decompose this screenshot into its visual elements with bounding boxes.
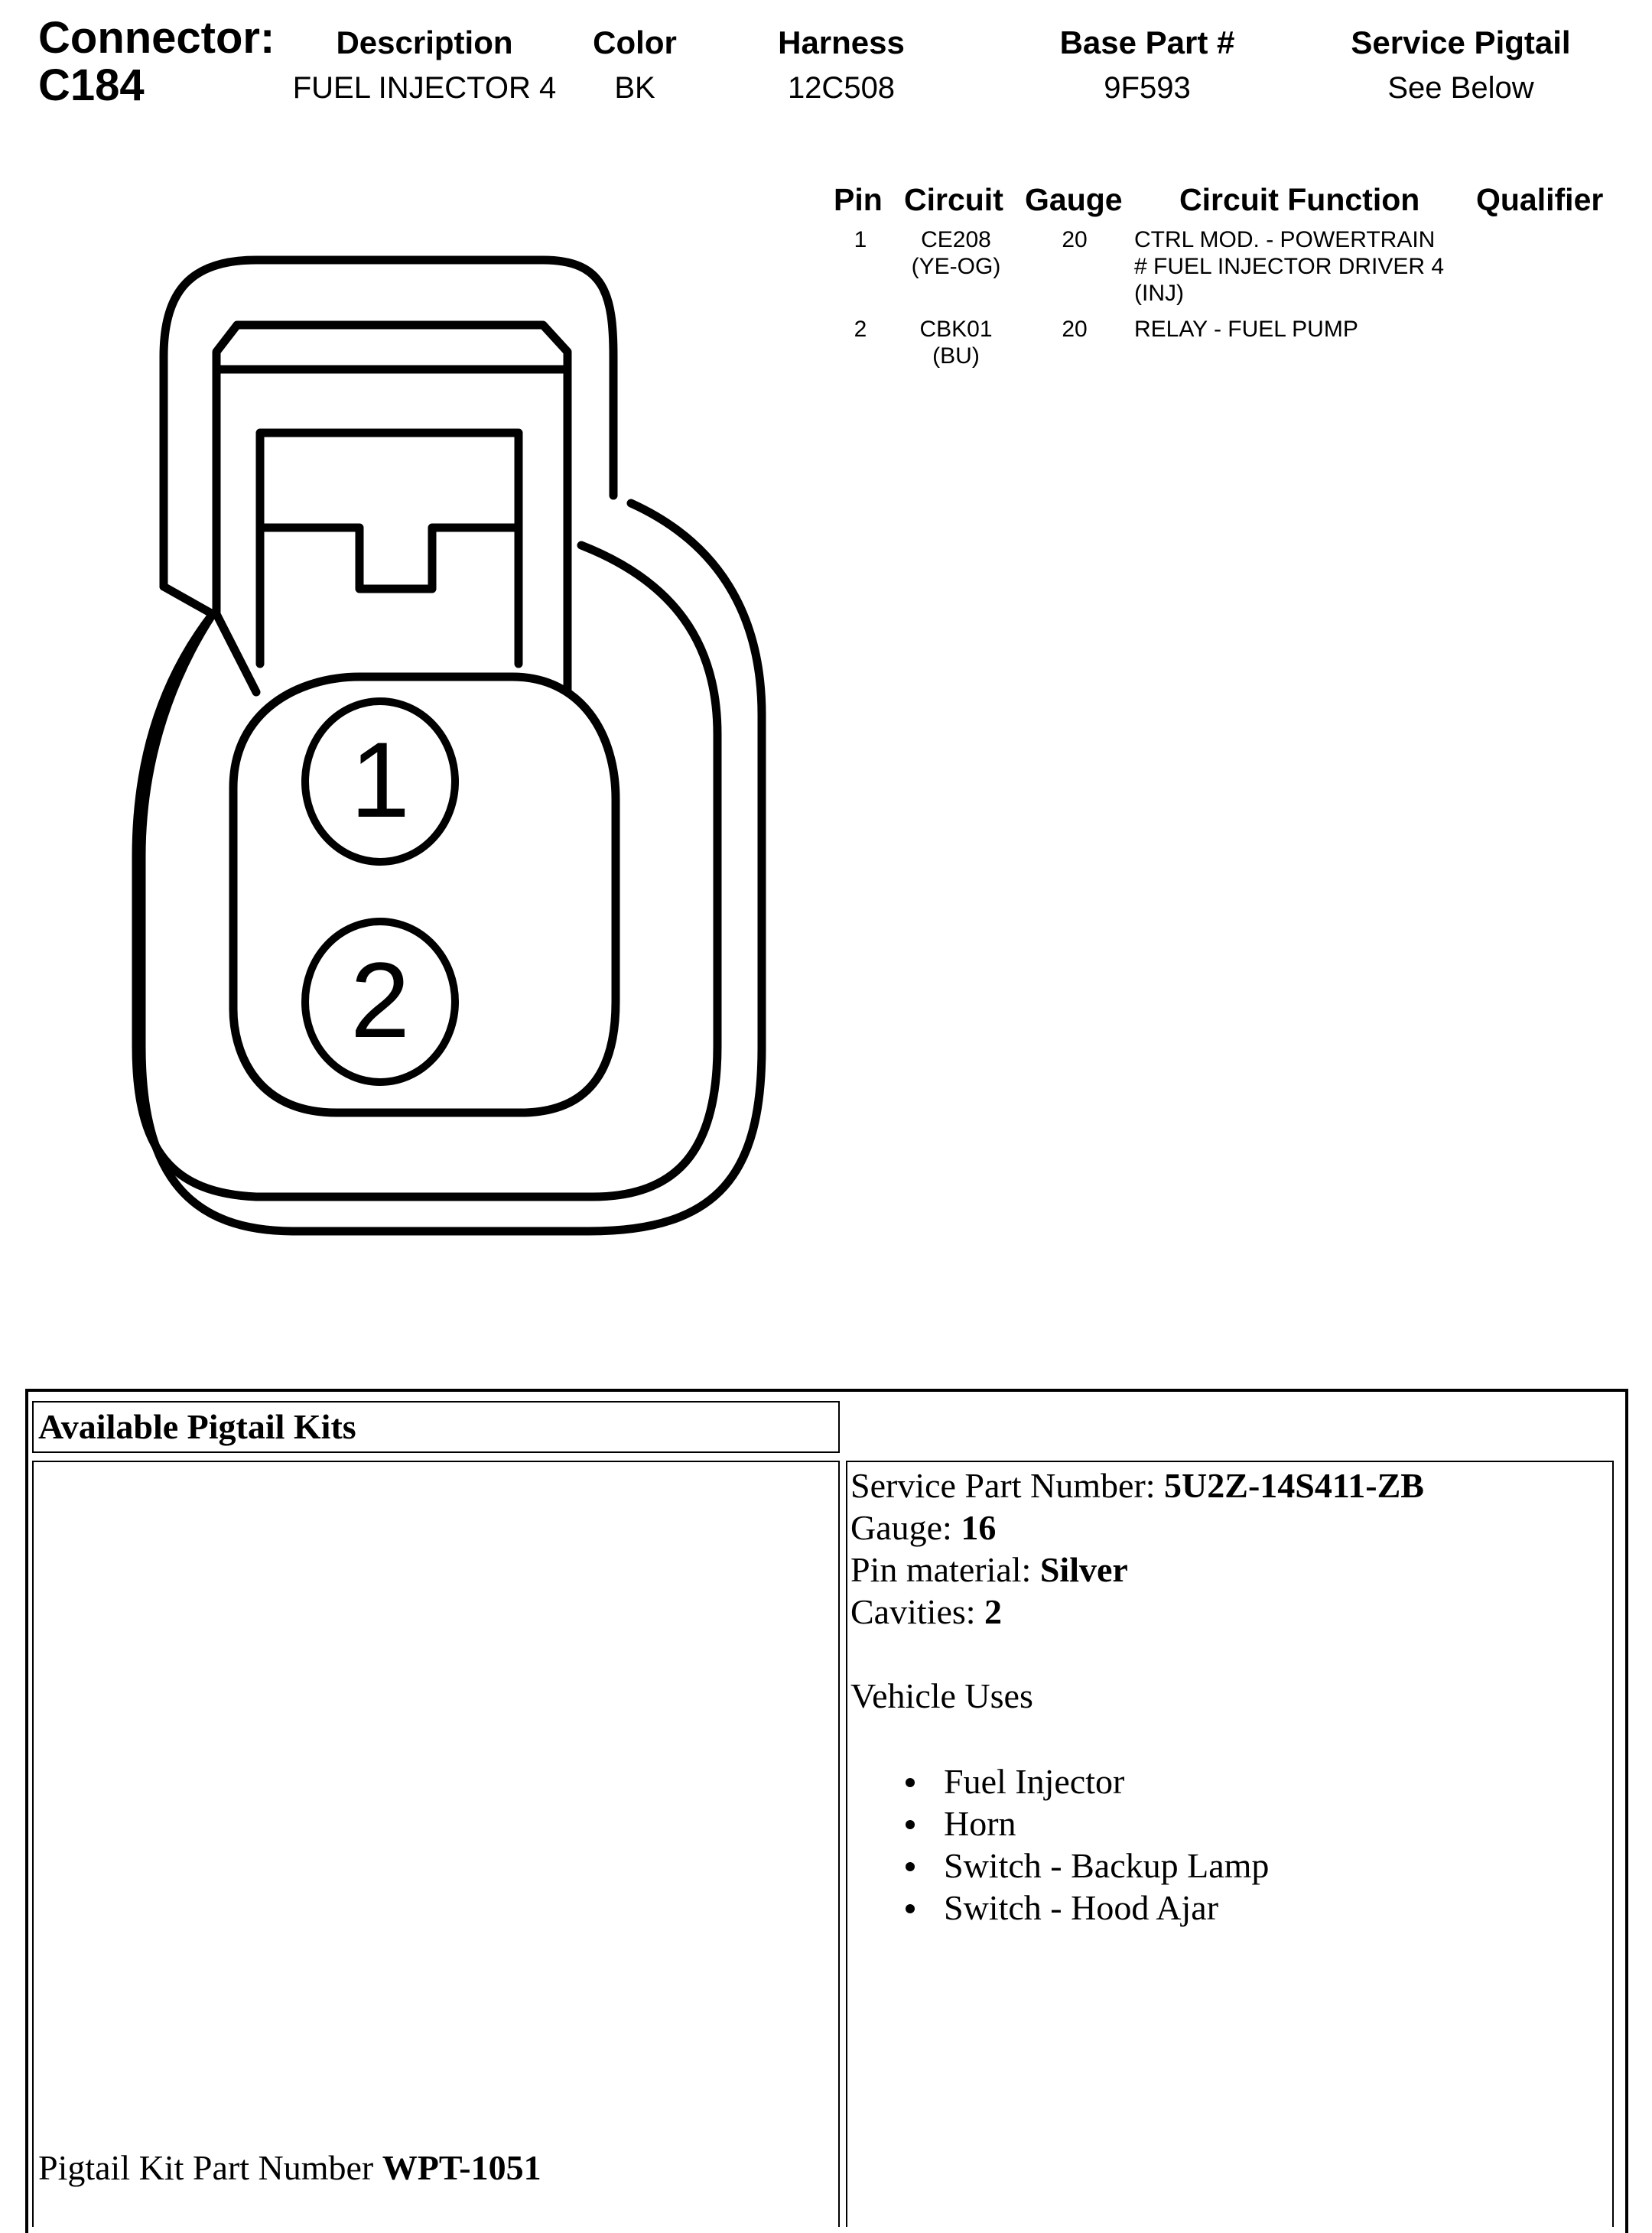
pin-cavity: [233, 677, 616, 1113]
service-pigtail-value: See Below: [1387, 71, 1534, 105]
base-part-heading: Base Part #: [1059, 24, 1235, 60]
pin-material-label: Pin material:: [850, 1550, 1040, 1589]
service-part-value: 5U2Z-14S411-ZB: [1164, 1466, 1424, 1505]
list-item: Switch - Hood Ajar: [906, 1887, 1269, 1929]
connector-face-diagram: [0, 0, 795, 1285]
service-part-box: [846, 1461, 1614, 2227]
bullet-icon: [906, 1820, 915, 1829]
pin-2-label: 2: [350, 940, 410, 1060]
harness-heading: Harness: [778, 24, 905, 60]
pin-table-header-function: Circuit Function: [1179, 182, 1420, 217]
gauge-line: [850, 1507, 996, 1549]
list-item: Switch - Backup Lamp: [906, 1845, 1269, 1887]
pigtail-kit-box: [32, 1461, 840, 2227]
connector-id: C184: [38, 60, 145, 110]
description-heading: Description: [336, 24, 513, 60]
pin-row-2-gauge: 20: [1062, 317, 1088, 342]
cavities-label: Cavities:: [850, 1592, 985, 1631]
list-item: Horn: [906, 1802, 1269, 1845]
header-base-part: [1010, 24, 1285, 106]
keyway-notch: [260, 528, 519, 589]
service-part-number: [850, 1464, 1424, 1507]
pin-table-header-gauge: Gauge: [1025, 182, 1123, 217]
pin-row-1-gauge: 20: [1062, 227, 1088, 252]
circuit-code: CBK01: [919, 317, 993, 342]
function-line: CTRL MOD. - POWERTRAIN: [1134, 227, 1436, 252]
harness-value: 12C508: [787, 71, 896, 105]
pin-table-header-circuit: Circuit: [904, 182, 1003, 217]
pin-1-label: 1: [350, 720, 410, 840]
service-part-label: Service Part Number:: [850, 1466, 1165, 1505]
pin-row-1-circuit: [887, 226, 1025, 280]
pigtail-kit-part-number: [38, 2147, 541, 2189]
circuit-color: (YE-OG): [911, 254, 1001, 279]
bullet-icon: [906, 1904, 915, 1913]
pin-row-1-pin: 1: [854, 227, 867, 252]
keyway: [260, 433, 519, 664]
bullet-icon: [906, 1862, 915, 1871]
header-service-pigtail: [1308, 24, 1614, 106]
pin-row-2-circuit: [887, 316, 1025, 369]
pin-table-header-qualifier: Qualifier: [1476, 182, 1604, 217]
gauge-value: 16: [961, 1508, 997, 1547]
connector-label: Connector:: [38, 13, 275, 63]
function-line: (INJ): [1134, 281, 1184, 306]
service-pigtail-heading: Service Pigtail: [1351, 24, 1571, 60]
circuit-code: CE208: [921, 227, 991, 252]
function-line: RELAY - FUEL PUMP: [1134, 317, 1358, 342]
pin-material-value: Silver: [1039, 1550, 1128, 1589]
circuit-color: (BU): [932, 343, 980, 369]
list-item: Fuel Injector: [906, 1760, 1269, 1802]
connector-inner-body: [136, 545, 717, 1197]
vehicle-uses-list: [906, 1760, 1269, 1929]
kit-label: Pigtail Kit Part Number: [38, 2148, 382, 2187]
base-part-value: 9F593: [1104, 71, 1191, 105]
pin-row-2-pin: 2: [854, 317, 867, 342]
pin-material-line: [850, 1549, 1128, 1591]
pin-table-header-pin: Pin: [834, 182, 883, 217]
bullet-icon: [906, 1778, 915, 1787]
kit-number: WPT-1051: [382, 2148, 541, 2187]
gauge-label: Gauge:: [850, 1508, 961, 1547]
pin-row-2-function: [1134, 316, 1471, 343]
pin-row-1-function: [1134, 226, 1471, 307]
pigtail-title: Available Pigtail Kits: [38, 1407, 356, 1446]
connector-outer-shell: [164, 260, 613, 587]
vehicle-uses-title: Vehicle Uses: [850, 1676, 1033, 1715]
cavities-line: [850, 1591, 1002, 1633]
color-heading: Color: [593, 24, 677, 60]
description-value: FUEL INJECTOR 4: [292, 71, 557, 105]
cavities-value: 2: [984, 1592, 1003, 1631]
color-value: BK: [614, 71, 655, 105]
pigtail-title-box: [32, 1401, 840, 1453]
function-line: # FUEL INJECTOR DRIVER 4: [1134, 254, 1445, 279]
